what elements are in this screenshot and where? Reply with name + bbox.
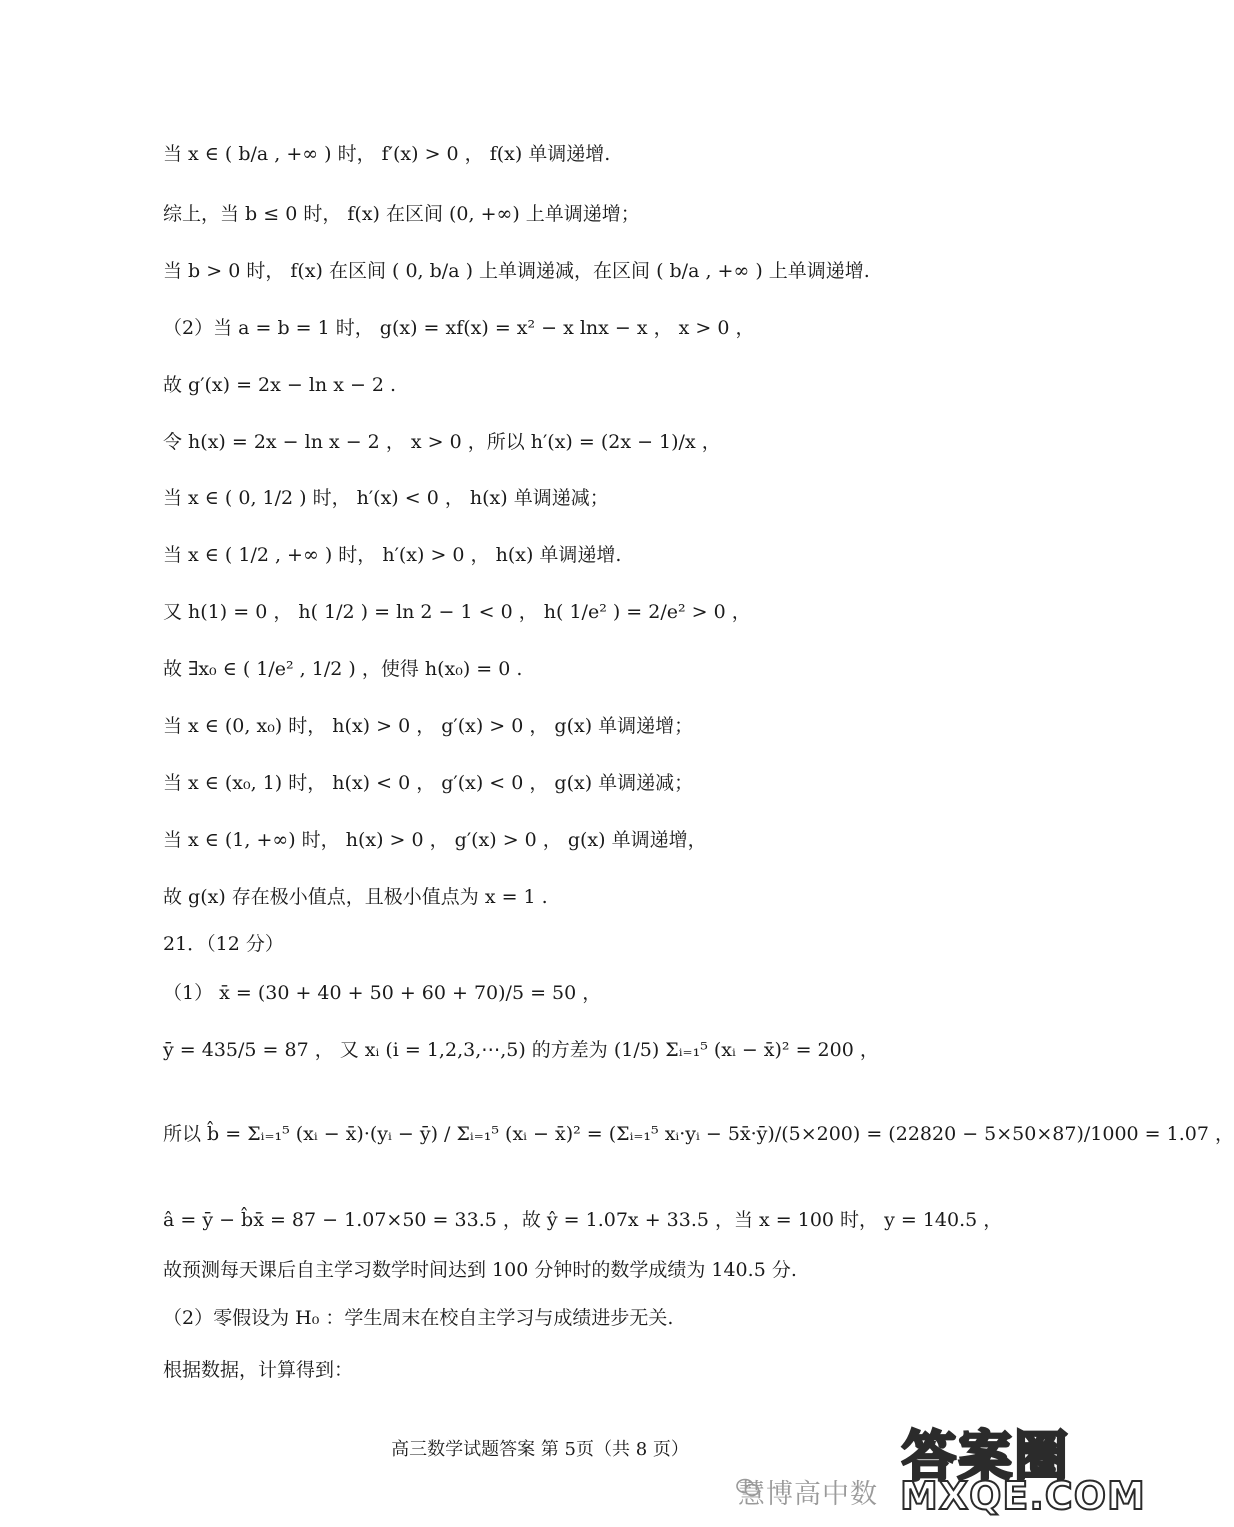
text-line: 当 x ∈ ( 1/2 , +∞ ) 时， h′(x) > 0 ， h(x) 单调递增. <box>163 544 622 566</box>
text-line: 当 x ∈ (x₀, 1) 时， h(x) < 0 ， g′(x) < 0 ， g(x) 单调递减； <box>163 772 694 794</box>
text-line: （2）当 a = b = 1 时， g(x) = xf(x) = x² − x lnx − x ， x > 0 ， <box>163 317 755 339</box>
text-line: 21．（12 分） <box>163 933 284 955</box>
text-line: 故 ∃x₀ ∈ ( 1/e² , 1/2 ) ，使得 h(x₀) = 0 . <box>163 658 523 680</box>
text-line: 综上，当 b ≤ 0 时， f(x) 在区间 (0, +∞) 上单调递增； <box>163 203 640 225</box>
text-line: 令 h(x) = 2x − ln x − 2 ， x > 0 ，所以 h′(x) = (2x − 1)/x ， <box>163 431 721 453</box>
text-line: （1） x̄ = (30 + 40 + 50 + 60 + 70)/5 = 50 ， <box>163 982 602 1004</box>
text-line: ȳ = 435/5 = 87 ， 又 xᵢ (i = 1,2,3,⋯,5) 的方差为 (1/5) Σᵢ₌₁⁵ (xᵢ − x̄)² = 200 ， <box>163 1039 879 1061</box>
text-line: 当 x ∈ ( 0, 1/2 ) 时， h′(x) < 0 ， h(x) 单调递减； <box>163 487 609 509</box>
watermark-logo-title: 答案圈 <box>902 1425 1070 1488</box>
text-line: 故预测每天课后自主学习数学时间达到 100 分钟时的数学成绩为 140.5 分. <box>163 1259 797 1281</box>
text-line: 当 x ∈ (1, +∞) 时， h(x) > 0 ， g′(x) > 0 ， g(x) 单调递增， <box>163 829 707 851</box>
text-line: 故 g(x) 存在极小值点，且极小值点为 x = 1 . <box>163 886 548 908</box>
text-line: （2）零假设为 H₀ ：学生周末在校自主学习与成绩进步无关. <box>163 1307 674 1329</box>
page-footer: 高三数学试题答案 第 5页（共 8 页） <box>391 1439 689 1460</box>
watermark-logo-domain: MXQE.COM <box>900 1474 1146 1518</box>
text-line: 当 x ∈ (0, x₀) 时， h(x) > 0 ， g′(x) > 0 ， g(x) 单调递增； <box>163 715 694 737</box>
text-line: 当 b > 0 时， f(x) 在区间 ( 0, b/a ) 上单调递减，在区间 ( b/a , +∞ ) 上单调递增. <box>163 260 870 282</box>
text-line: 根据数据，计算得到： <box>163 1359 354 1381</box>
text-line: â = ȳ − b̂x̄ = 87 − 1.07×50 = 33.5 ，故 ŷ = 1.07x + 33.5 ，当 x = 100 时， y = 140.5 ， <box>163 1209 1003 1231</box>
text-line: 故 g′(x) = 2x − ln x − 2 . <box>163 374 397 396</box>
text-line: 所以 b̂ = Σᵢ₌₁⁵ (xᵢ − x̄)·(yᵢ − ȳ) / Σᵢ₌₁⁵ (xᵢ − x̄)² = (Σᵢ₌₁⁵ xᵢ·yᵢ − 5x̄·ȳ)/(5×200) = (22820 − 5×50×87)/1000 = 1.07 ， <box>163 1123 1234 1145</box>
watermark-source-text: 慧博高中数 <box>738 1479 878 1510</box>
text-line: 当 x ∈ ( b/a , +∞ ) 时， f′(x) > 0 ， f(x) 单调递增. <box>163 143 611 165</box>
text-line: 又 h(1) = 0 ， h( 1/2 ) = ln 2 − 1 < 0 ， h( 1/e² ) = 2/e² > 0 ， <box>163 601 751 623</box>
